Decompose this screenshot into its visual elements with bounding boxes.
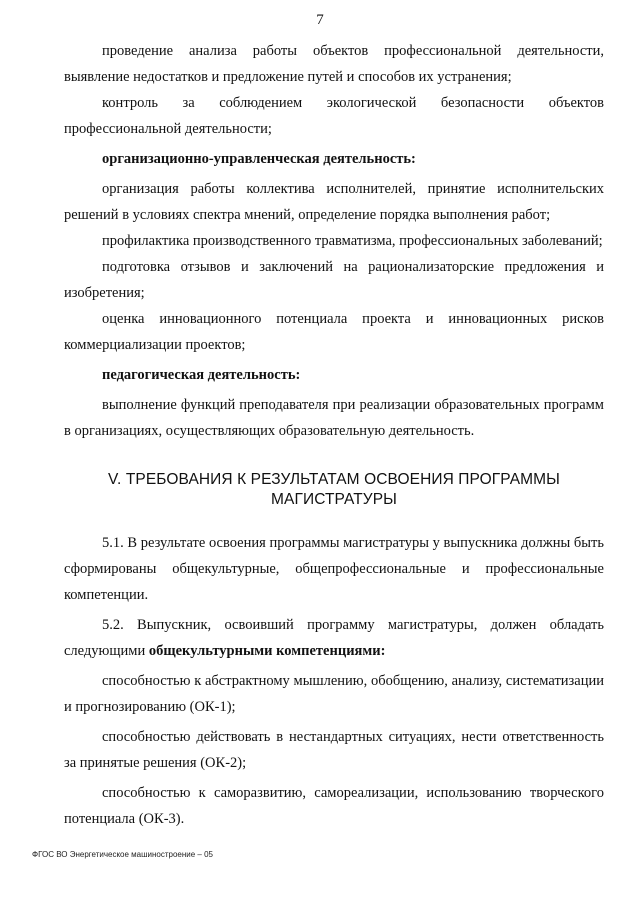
activity-heading: педагогическая деятельность: (102, 367, 301, 383)
competency-item: способностью к абстрактному мышлению, обобщению, анализу, систематизации и прогнозированию (ОК-1); (64, 673, 604, 715)
paragraph-5-1: 5.1. В результате освоения программы магистратуры у выпускника должны быть сформированы общекультурные, общепрофессиональные и профессиональные компетенции. (64, 535, 604, 603)
paragraph-5-2-bold: общекультурными компетенциями: (148, 643, 386, 659)
paragraph: профилактика производственного травматизма, профессиональных заболеваний; (102, 233, 603, 249)
paragraph: организация работы коллектива исполнителей, принятие исполнительских решений в условиях спектра мнений, определение порядка выполнения работ; (64, 181, 604, 223)
activity-heading: организационно-управленческая деятельность: (102, 151, 416, 167)
page-number: 7 (316, 12, 324, 28)
paragraph-5-2-text: 5.2. Выпускник, освоивший программу магистратуры, должен обладать следующими (64, 617, 604, 659)
section-title-line: МАГИСТРАТУРЫ (271, 491, 397, 508)
paragraph: оценка инновационного потенциала проекта и инновационных рисков коммерциализации проектов; (64, 311, 604, 353)
section-title (64, 470, 604, 510)
competency-item: способностью действовать в нестандартных ситуациях, нести ответственность за принятые решения (ОК-2); (64, 729, 604, 771)
footer-note: ФГОС ВО Энергетическое машиностроение – 05 (32, 850, 213, 859)
paragraph-5-2 (64, 612, 604, 664)
paragraph: выполнение функций преподавателя при реализации образовательных программ в организациях, осуществляющих образовательную деятельность. (64, 397, 604, 439)
paragraph: контроль за соблюдением экологической безопасности объектов профессиональной деятельности; (64, 95, 604, 137)
paragraph: проведение анализа работы объектов профессиональной деятельности, выявление недостатков и предложение путей и способов их устранения; (64, 43, 604, 85)
competency-item: способностью к саморазвитию, самореализации, использованию творческого потенциала (ОК-3). (64, 785, 604, 827)
paragraph: подготовка отзывов и заключений на рационализаторские предложения и изобретения; (64, 259, 604, 301)
document-body (64, 38, 604, 832)
section-title-line: V. ТРЕБОВАНИЯ К РЕЗУЛЬТАТАМ ОСВОЕНИЯ ПРОГРАММЫ (108, 471, 560, 488)
